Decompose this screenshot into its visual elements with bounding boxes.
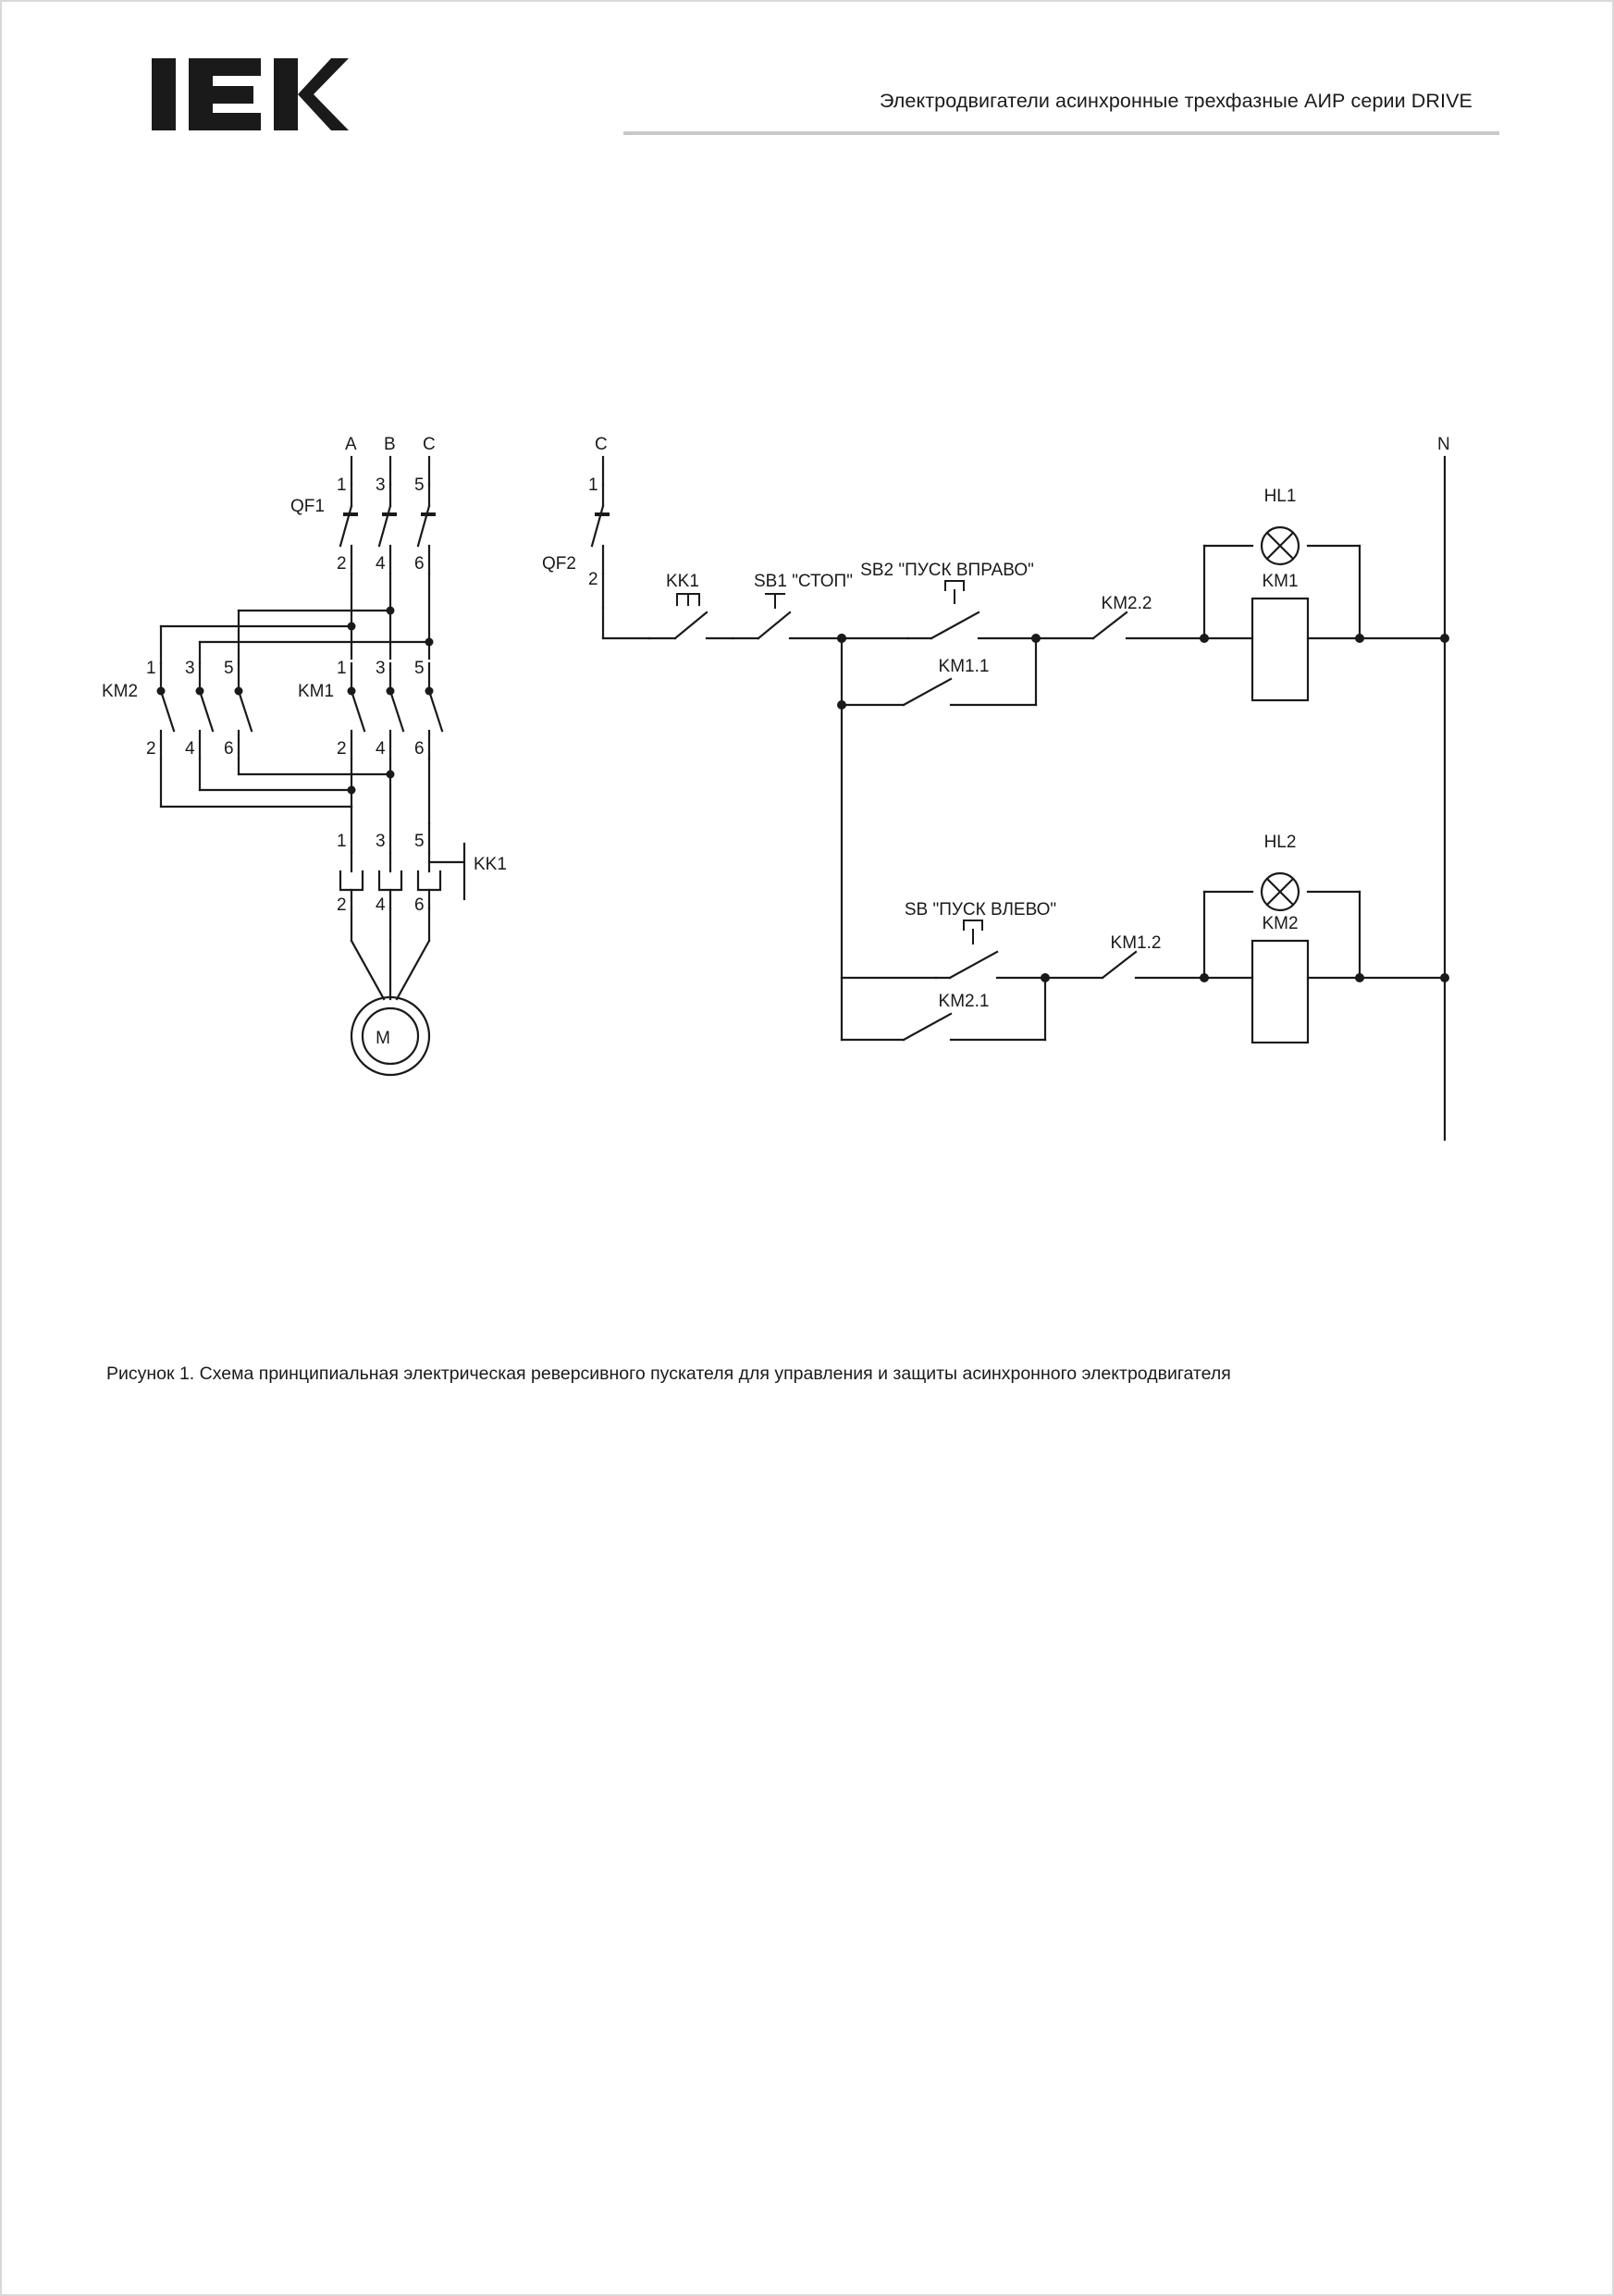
km2-t2: 2 [146, 739, 156, 759]
km2-t4: 4 [185, 739, 195, 759]
label-sb2: SB2 "ПУСК ВПРАВО" [860, 561, 1034, 580]
header-title: Электродвигатели асинхронные трехфазные АИР серии DRIVE [879, 90, 1472, 112]
label-km2-1: KM2.1 [938, 992, 990, 1011]
kk1-t6: 6 [414, 895, 425, 915]
label-sb1: SB1 "СТОП" [754, 572, 853, 591]
qf1-t2: 2 [337, 554, 347, 574]
schematic-figure [2, 437, 1614, 1362]
label-hl1: HL1 [1263, 487, 1297, 506]
label-kk1-ctrl: KK1 [666, 572, 699, 591]
km2-t1: 1 [146, 659, 156, 678]
km1-t3: 3 [376, 659, 386, 678]
label-km1-2: KM1.2 [1110, 933, 1162, 953]
label-sb3: SB "ПУСК ВЛЕВО" [904, 900, 1057, 920]
km2-t5: 5 [224, 659, 234, 678]
page-header [2, 2, 1614, 178]
label-phase-b: B [384, 437, 396, 454]
qf1-t4: 4 [376, 554, 386, 574]
kk1-t2: 2 [337, 895, 347, 915]
label-km1-1: KM1.1 [938, 657, 990, 676]
kk1-t3: 3 [376, 832, 386, 851]
label-km2-2: KM2.2 [1101, 594, 1152, 613]
label-phase-a: A [345, 437, 357, 454]
label-km1: KM1 [298, 682, 335, 701]
header-divider [623, 131, 1499, 135]
km1-t5: 5 [414, 659, 425, 678]
qf2-t1: 1 [588, 475, 598, 495]
label-km2-coil: KM2 [1262, 914, 1299, 933]
qf1-t3: 3 [376, 475, 386, 495]
km1-t4: 4 [376, 739, 386, 759]
figure-caption: Рисунок 1. Схема принципиальная электрическая реверсивного пускателя для управления и защиты асинхронного электродвигателя [106, 1364, 1231, 1384]
label-phase-c: C [423, 437, 436, 454]
qf1-t1: 1 [337, 475, 347, 495]
qf1-t5: 5 [414, 475, 425, 495]
label-km1-coil: KM1 [1262, 572, 1299, 591]
qf2-t2: 2 [588, 570, 598, 589]
label-km2: KM2 [102, 682, 139, 701]
iek-logo [150, 53, 349, 136]
kk1-t4: 4 [376, 895, 386, 915]
label-motor: M [376, 1029, 390, 1048]
label-ctrl-c: C [595, 437, 608, 454]
km2-t3: 3 [185, 659, 195, 678]
km1-t1: 1 [337, 659, 347, 678]
km1-t6: 6 [414, 739, 425, 759]
label-kk1-power: KK1 [474, 855, 507, 874]
label-qf2: QF2 [542, 554, 576, 574]
label-qf1: QF1 [290, 497, 325, 516]
km2-t6: 6 [224, 739, 234, 759]
label-neutral: N [1437, 437, 1450, 454]
label-hl2: HL2 [1263, 833, 1297, 852]
km1-t2: 2 [337, 739, 347, 759]
kk1-t5: 5 [414, 832, 425, 851]
qf1-t6: 6 [414, 554, 425, 574]
kk1-t1: 1 [337, 832, 347, 851]
